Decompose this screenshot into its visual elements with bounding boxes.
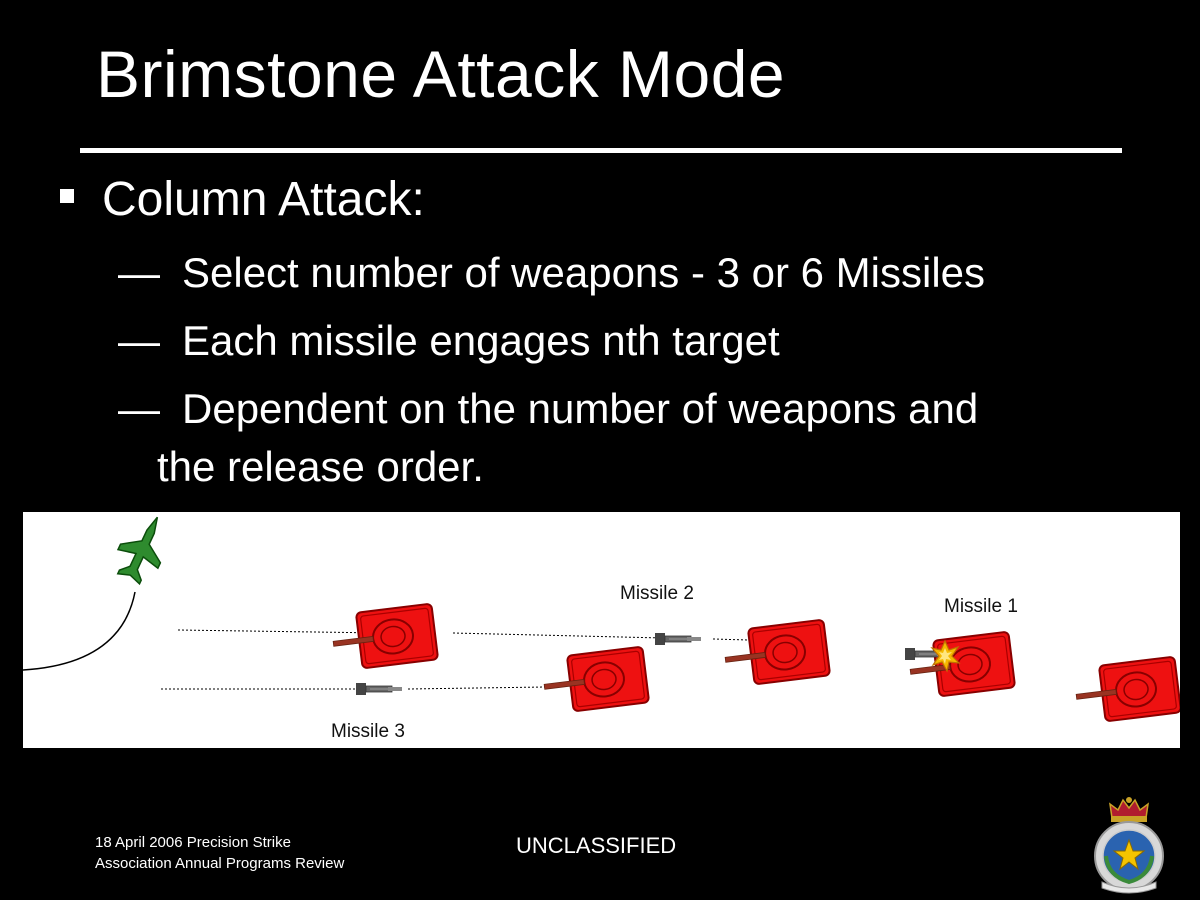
tank-icon — [330, 604, 438, 672]
subbullet-text: Dependent on the number of weapons and — [182, 385, 979, 432]
footer-event: 18 April 2006 Precision Strike Association Annual Programs Review — [95, 834, 345, 872]
slide-title: Brimstone Attack Mode — [96, 37, 786, 111]
dash-marker: — — [118, 317, 160, 364]
bullet-column-attack — [60, 172, 425, 227]
missile-icon — [356, 683, 402, 695]
missile-path — [713, 639, 748, 640]
column-attack-diagram — [23, 512, 1180, 748]
square-bullet-icon — [60, 189, 74, 203]
subbullet-text: Each missile engages nth target — [182, 317, 780, 364]
title-divider — [80, 148, 1122, 153]
subbullet-text: Select number of weapons - 3 or 6 Missiles — [182, 249, 986, 296]
missile-path — [408, 687, 545, 689]
tank-icon — [541, 647, 649, 715]
dash-marker: — — [118, 249, 160, 296]
missile-2-label: Missile 2 — [620, 583, 694, 604]
dash-marker: — — [118, 385, 160, 432]
subbullet-3-continuation: the release order. — [157, 443, 484, 490]
tank-icon — [907, 632, 1015, 700]
missile-icon — [655, 633, 701, 645]
missile-3-label: Missile 3 — [331, 721, 405, 742]
aircraft-icon — [109, 512, 178, 588]
tank-icon — [1073, 657, 1180, 725]
classification-label: UNCLASSIFIED — [516, 833, 677, 858]
tank-icon — [722, 620, 830, 688]
subbullet-3 — [118, 381, 978, 437]
launch-arc — [23, 592, 135, 670]
missile-1-label: Missile 1 — [944, 596, 1018, 617]
bullet-text: Column Attack: — [102, 173, 425, 226]
missile-path — [453, 633, 663, 638]
subbullet-2 — [118, 313, 780, 369]
missile-path — [178, 630, 383, 633]
subbullet-1 — [118, 245, 985, 301]
raf-squadron-crest-icon — [1090, 794, 1168, 894]
